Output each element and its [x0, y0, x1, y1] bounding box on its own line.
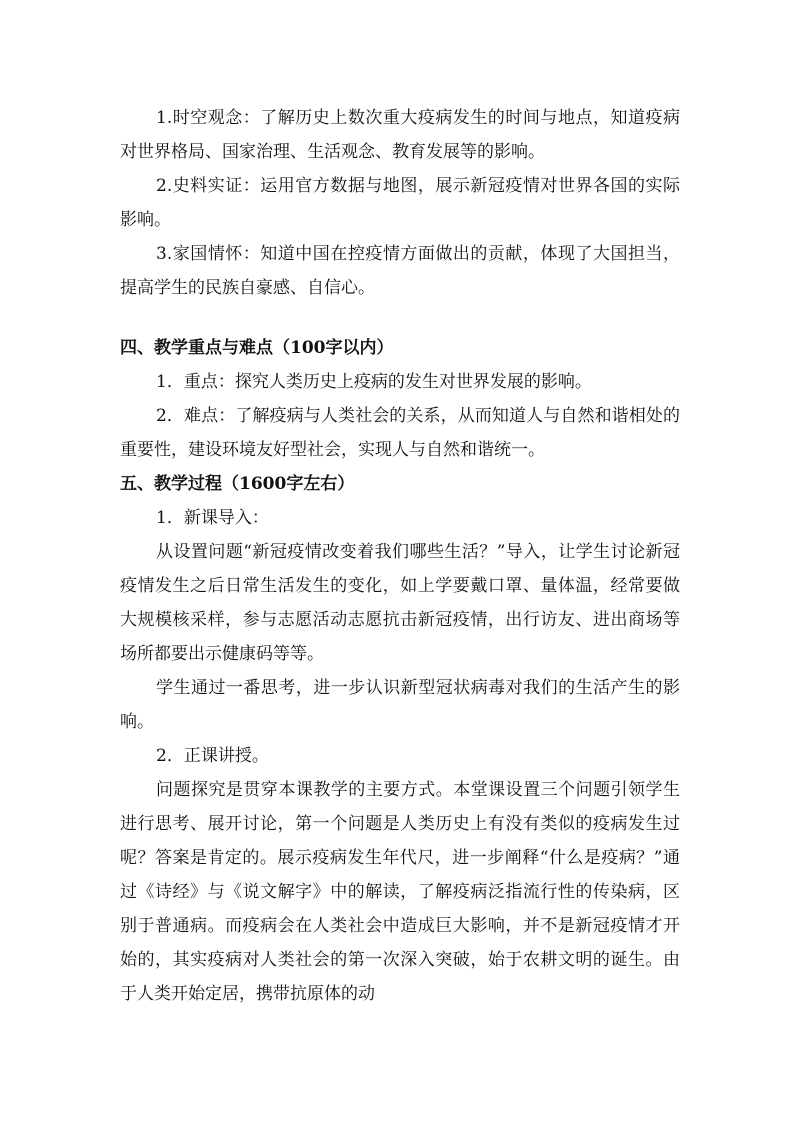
- step-2-paragraph-1: 问题探究是贯穿本课教学的主要方式。本堂课设置三个问题引领学生进行思考、展开讨论，第一个问题是人类历史上有没有类似的疫病发生过呢？答案是肯定的。展示疫病发生年代尺，进一步阐释“什么是疫病？”通过《诗经》与《说文解字》中的解读，了解疫病泛指流行性的传染病，区别于普通病。而疫病会在人类社会中造成巨大影响，并不是新冠疫情才开始的，其实疫病对人类社会的第一次深入突破，始于农耕文明的诞生。由于人类开始定居，携带抗原体的动: [120, 780, 680, 1004]
- step-1-label: 1．新课导入：: [156, 508, 269, 528]
- section-gap: [120, 305, 680, 331]
- difficulty-paragraph: 2．难点：了解疫病与人类社会的关系，从而知道人与自然和谐相处的重要性，建设环境友好型社会，实现人与自然和谐统一。: [120, 406, 680, 460]
- section-4-heading: 四、教学重点与难点（100字以内）: [120, 338, 394, 358]
- step-2-label: 2．正课讲授。: [156, 746, 269, 766]
- objective-1: 1.时空观念：了解历史上数次重大疫病发生的时间与地点，知道疫病对世界格局、国家治理、生活观念、教育发展等的影响。: [120, 108, 680, 162]
- document-body: [120, 101, 680, 1011]
- step-1-paragraph-2: 学生通过一番思考，进一步认识新型冠状病毒对我们的生活产生的影响。: [120, 678, 680, 732]
- section-5-heading: 五、教学过程（1600字左右）: [120, 474, 355, 494]
- objective-3: 3.家国情怀：知道中国在控疫情方面做出的贡献，体现了大国担当，提高学生的民族自豪感、自信心。: [120, 244, 680, 298]
- step-1-paragraph-1: 从设置问题“新冠疫情改变着我们哪些生活？”导入，让学生讨论新冠疫情发生之后日常生活发生的变化，如上学要戴口罩、量体温，经常要做大规模核采样，参与志愿活动志愿抗击新冠疫情，出行访友、进出商场等场所都要出示健康码等等。: [120, 542, 680, 664]
- objective-2: 2.史料实证：运用官方数据与地图，展示新冠疫情对世界各国的实际影响。: [120, 176, 680, 230]
- key-point-paragraph: 1．重点：探究人类历史上疫病的发生对世界发展的影响。: [156, 372, 592, 392]
